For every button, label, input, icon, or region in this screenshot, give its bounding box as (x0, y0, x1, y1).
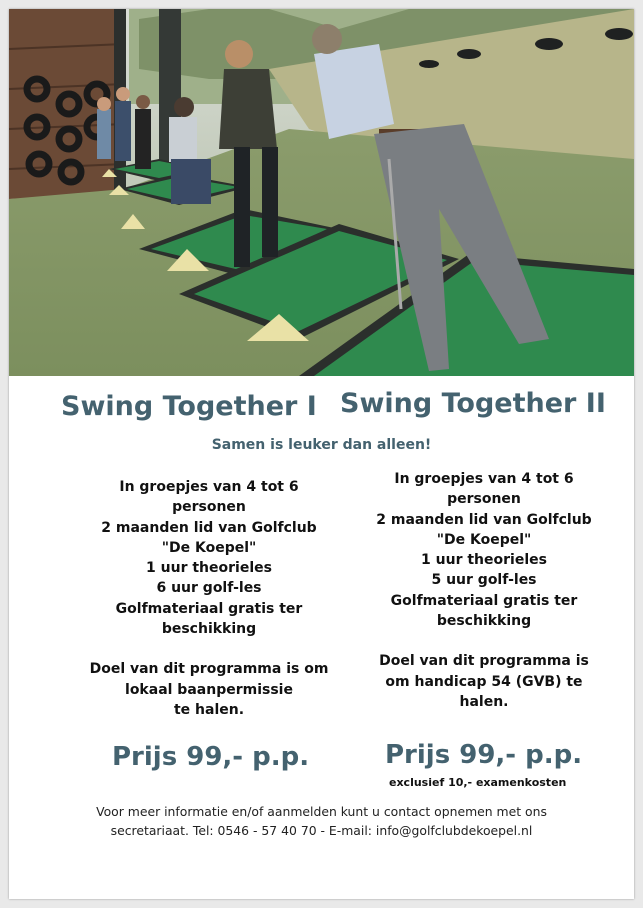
program-2-line: "De Koepel" (436, 531, 532, 548)
program-1-goal-line: lokaal baanpermissie (125, 681, 293, 698)
photo-illustration (9, 9, 634, 376)
program-1-line: 1 uur theorieles (146, 560, 272, 577)
contact-line-2: secretariaat. Tel: 0546 - 57 40 70 - E-mail: info@golfclubdekoepel.nl (110, 823, 533, 838)
program-2-title: Swing Together II (340, 388, 606, 419)
spacer (79, 639, 339, 659)
program-2-line: 2 maanden lid van Golfclub (376, 511, 592, 528)
program-2-line: personen (447, 491, 521, 508)
program-1-line: 6 uur golf-les (156, 580, 262, 597)
program-1-goal-line: Doel van dit programma is om (89, 661, 329, 678)
exam-cost-note: exclusief 10,- examenkosten (389, 776, 567, 789)
program-1-title: Swing Together I (61, 391, 317, 422)
program-2-line: beschikking (436, 613, 532, 630)
program-1-line: beschikking (161, 621, 257, 638)
program-1-line: "De Koepel" (161, 539, 257, 556)
flyer-page (9, 9, 634, 899)
program-1-goal-line: te halen. (173, 701, 245, 718)
program-1-price: Prijs 99,- p.p. (112, 742, 310, 772)
program-1-details (79, 477, 339, 720)
program-2-line: 1 uur theorieles (421, 552, 547, 569)
program-2-goal-line: om handicap 54 (GVB) te (385, 673, 583, 690)
spacer (349, 631, 619, 651)
program-2-line: Golfmateriaal gratis ter (390, 592, 578, 609)
contact-line-1: Voor meer informatie en/of aanmelden kunt u contact opnemen met ons (96, 804, 547, 819)
program-2-goal-line: halen. (459, 693, 509, 710)
program-2-line: In groepjes van 4 tot 6 (394, 471, 574, 487)
tagline: Samen is leuker dan alleen! (211, 437, 432, 453)
program-1-line: 2 maanden lid van Golfclub (101, 519, 317, 536)
program-1-line: Golfmateriaal gratis ter (115, 600, 303, 617)
contact-info (49, 802, 594, 840)
program-2-price: Prijs 99,- p.p. (385, 740, 583, 770)
golf-driving-range-photo (9, 9, 634, 376)
program-1-line: In groepjes van 4 tot 6 (119, 479, 299, 495)
program-2-line: 5 uur golf-les (431, 572, 537, 589)
program-1-line: personen (172, 499, 246, 516)
program-2-goal-line: Doel van dit programma is (379, 653, 589, 670)
program-2-details (349, 469, 619, 712)
